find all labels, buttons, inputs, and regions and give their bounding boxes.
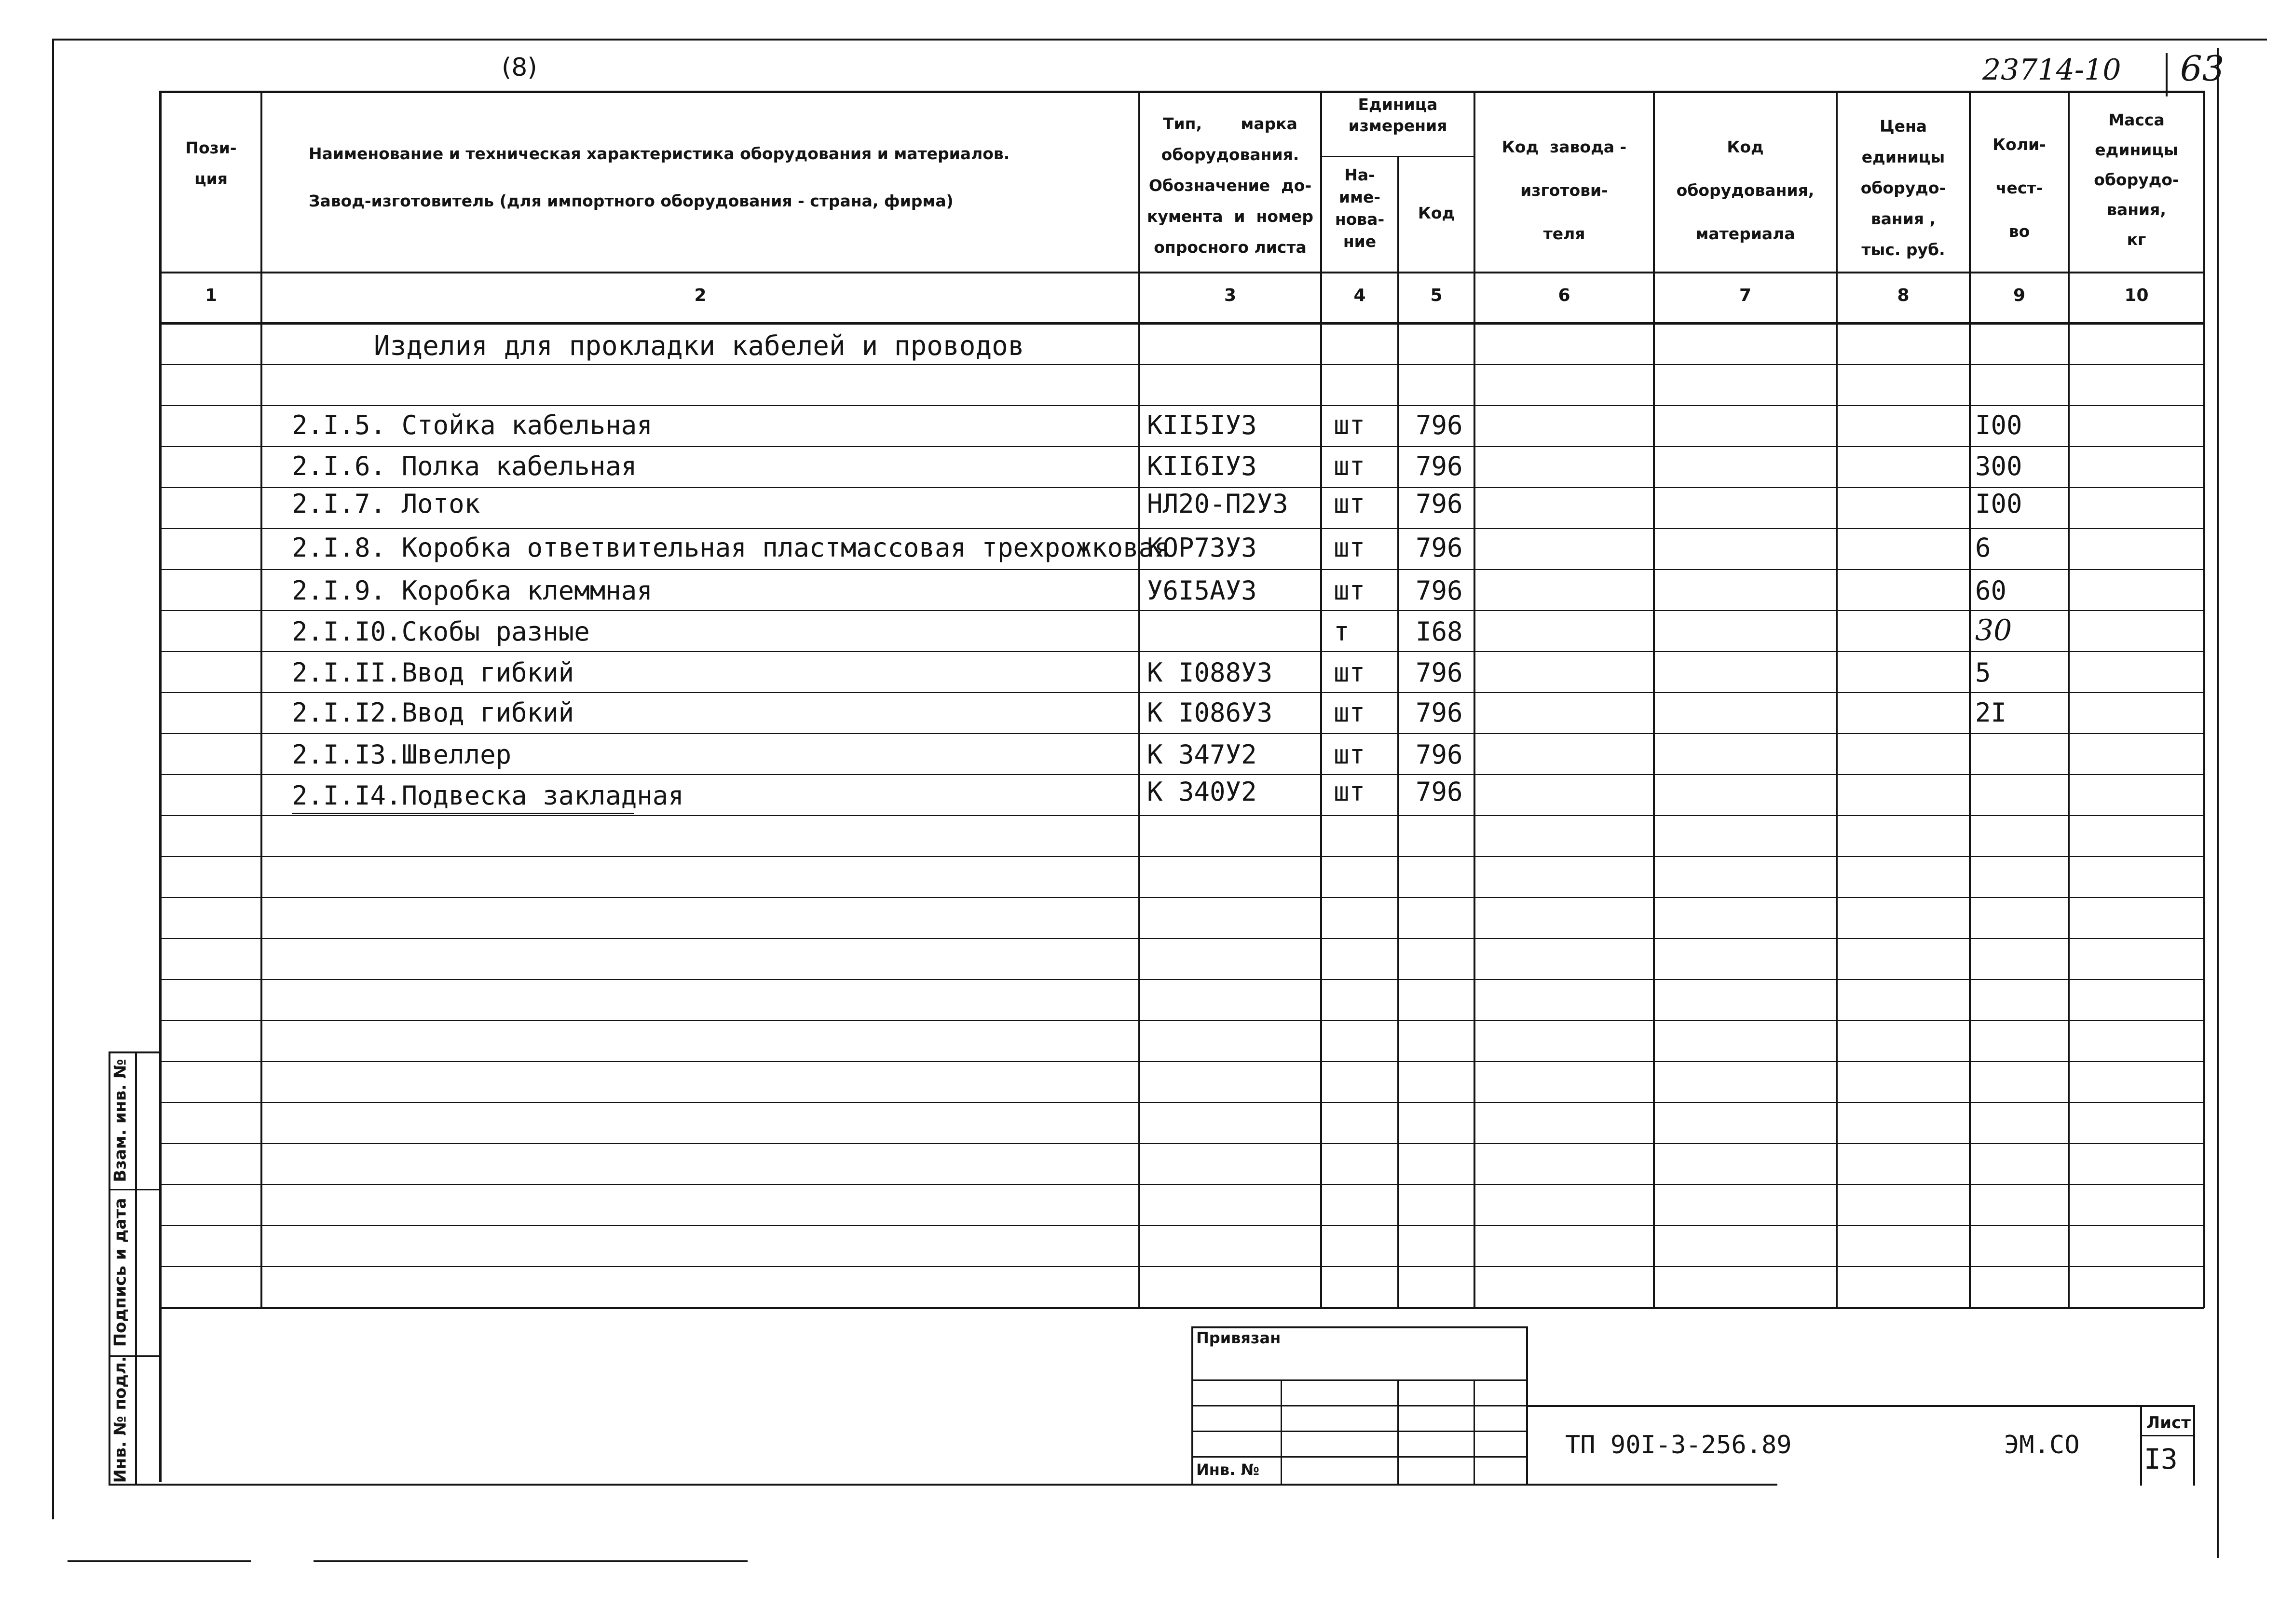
item-unit-code: 796: [1416, 410, 1463, 440]
sheet-number: I3: [2144, 1443, 2178, 1475]
column-number: 6: [1558, 286, 1570, 305]
section-title: Изделия для прокладки кабелей и проводов: [374, 330, 1024, 362]
item-quantity: 300: [1975, 451, 2022, 481]
stamp-label-signature: Подпись и дата: [110, 1198, 130, 1347]
header-price: Цена единицы оборудо- вания , тыс. руб.: [1860, 117, 1946, 259]
header-unit-group: Единица измерения: [1348, 95, 1447, 135]
item-name: 2.I.I0.Скобы разные: [292, 616, 590, 647]
item-unit: шт: [1334, 489, 1365, 519]
item-unit: шт: [1334, 410, 1365, 440]
column-number: 9: [2013, 286, 2026, 305]
handwritten-code: 23714-10: [1982, 53, 2121, 87]
document-code: ТП 90I-3-256.89: [1565, 1431, 1792, 1460]
column-number: 1: [205, 286, 218, 305]
item-quantity: 5: [1975, 657, 1991, 688]
item-unit-code: I68: [1416, 616, 1463, 647]
stamp-label-replacement: Взам. инв. №: [110, 1059, 130, 1182]
item-unit: шт: [1334, 697, 1365, 728]
header-type: Тип, марка оборудования. Обозначение до- кумента и номер опросного листа: [1147, 114, 1313, 257]
document-section: ЭМ.СО: [2004, 1431, 2080, 1460]
sheet-mark: (8): [502, 53, 537, 82]
header-unit-code: Код: [1418, 204, 1455, 222]
item-quantity: 2I: [1975, 697, 2007, 728]
item-unit-code: 796: [1416, 489, 1463, 519]
item-quantity: I00: [1975, 410, 2022, 440]
column-number: 4: [1353, 286, 1366, 305]
column-number: 7: [1739, 286, 1752, 305]
header-name: Наименование и техническая характеристика оборудования и материалов. Завод-изготовитель (для импортного оборудования - страна, фирма): [309, 144, 1010, 210]
item-name: 2.I.8. Коробка ответвительная пластмассовая трехрожковая: [292, 532, 1170, 563]
stamp-label-original-inv: Инв. № подл.: [110, 1356, 130, 1483]
item-unit-code: 796: [1416, 575, 1463, 606]
item-quantity: 6: [1975, 532, 1991, 563]
item-quantity: I00: [1975, 489, 2022, 519]
last-item-underline: [292, 813, 634, 814]
item-unit-code: 796: [1416, 739, 1463, 770]
column-number: 3: [1224, 286, 1237, 305]
item-name: 2.I.7. Лоток: [292, 489, 480, 519]
item-unit: т: [1334, 616, 1350, 647]
item-unit-code: 796: [1416, 657, 1463, 688]
item-unit-code: 796: [1416, 532, 1463, 563]
item-quantity: 60: [1975, 575, 2007, 606]
item-name: 2.I.5. Стойка кабельная: [292, 410, 653, 440]
item-type: К I088УЗ: [1147, 657, 1273, 688]
item-type: К I086УЗ: [1147, 697, 1273, 728]
column-number: 2: [694, 286, 707, 305]
item-unit: шт: [1334, 777, 1365, 807]
item-name: 2.I.6. Полка кабельная: [292, 451, 637, 481]
item-type: НЛ20-П2УЗ: [1147, 489, 1288, 519]
item-type: К 347У2: [1147, 739, 1257, 770]
item-unit: шт: [1334, 657, 1365, 688]
item-unit: шт: [1334, 532, 1365, 563]
item-name: 2.I.II.Ввод гибкий: [292, 657, 574, 688]
item-unit: шт: [1334, 451, 1365, 481]
header-equipment-code: Код оборудования, материала: [1676, 137, 1815, 243]
column-number: 10: [2124, 286, 2149, 305]
header-mass: Масса единицы оборудо- вания, кг: [2094, 110, 2179, 249]
item-unit: шт: [1334, 739, 1365, 770]
item-type: КII6IУЗ: [1147, 451, 1257, 481]
item-name: 2.I.I2.Ввод гибкий: [292, 697, 574, 728]
item-name: 2.I.9. Коробка клеммная: [292, 575, 653, 606]
item-type: КОР73УЗ: [1147, 532, 1257, 563]
header-position: Пози- ция: [185, 138, 237, 188]
header-quantity: Коли- чест- во: [1992, 135, 2046, 241]
header-factory-code: Код завода - изготови- теля: [1501, 137, 1627, 243]
item-type: К 340У2: [1147, 777, 1257, 807]
column-number: 5: [1430, 286, 1443, 305]
inventory-label: Инв. №: [1196, 1460, 1259, 1479]
page-number: 63: [2180, 48, 2224, 89]
item-name: 2.I.I3.Швеллер: [292, 739, 512, 770]
item-unit-code: 796: [1416, 697, 1463, 728]
item-type: У6I5АУЗ: [1147, 575, 1257, 606]
item-unit-code: 796: [1416, 451, 1463, 481]
item-name: 2.I.I4.Подвеска закладная: [292, 780, 684, 811]
item-unit-code: 796: [1416, 777, 1463, 807]
item-unit: шт: [1334, 575, 1365, 606]
linked-label: Привязан: [1196, 1329, 1281, 1347]
item-type: КII5IУЗ: [1147, 410, 1257, 440]
sheet-label: Лист: [2146, 1413, 2191, 1433]
item-quantity: 30: [1975, 614, 2012, 647]
header-unit-name: На- име- нова- ние: [1335, 165, 1385, 251]
column-number: 8: [1897, 286, 1910, 305]
